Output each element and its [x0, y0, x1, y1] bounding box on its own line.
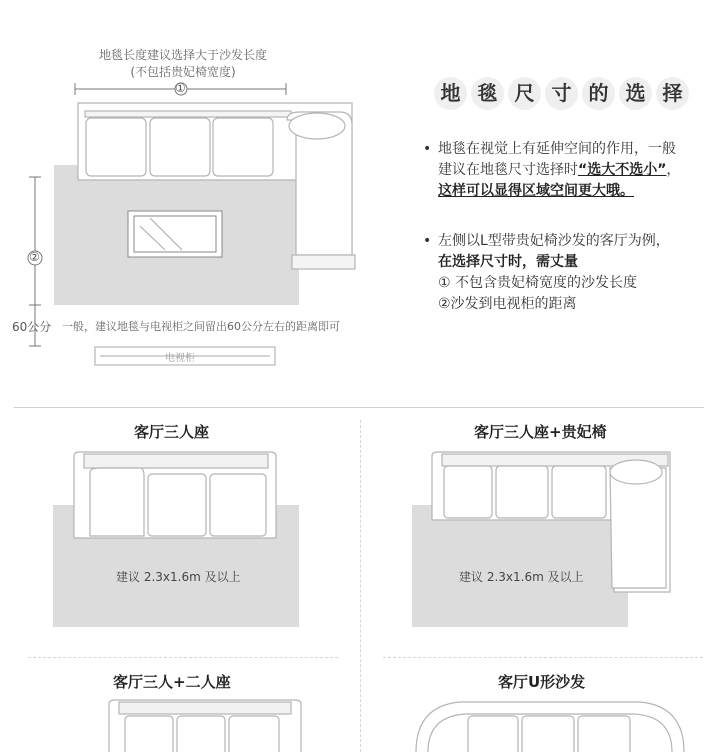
section-title-chaise: 客厅三人座+贵妃椅	[474, 423, 607, 441]
section-title-three-two: 客厅三人+二人座	[113, 673, 231, 691]
section-divider	[14, 407, 704, 408]
rug-length-note: 地毯长度建议选择大于沙发长度	[98, 48, 267, 62]
p2-item1: ① 不包含贵妃椅宽度的沙发长度	[438, 275, 638, 291]
title-char-2: 毯	[471, 77, 504, 110]
marker-1: ①	[175, 81, 186, 95]
p2-item2: ②沙发到电视柜的距离	[438, 296, 577, 312]
bullet-dot: •	[423, 141, 432, 157]
title-char-6: 选	[619, 77, 652, 110]
p1-line2-prefix: 建议在地毯尺寸选择时	[438, 162, 578, 178]
suggestion-three-seat: 建议 2.3x1.6m 及以上	[116, 570, 241, 584]
bullet-dot: •	[423, 233, 432, 249]
u-shape-sofa	[410, 696, 690, 752]
distance-label: 60公分	[12, 320, 52, 334]
coffee-table	[128, 211, 222, 257]
rug-length-note-sub: (不包括贵妃椅宽度)	[130, 65, 236, 79]
column-divider	[360, 420, 361, 752]
p1-line2-emphasis: “选大不选小”	[578, 162, 667, 178]
p1-line3: 这样可以显得区域空间更大哦。	[438, 183, 634, 199]
title-char-4: 寸	[545, 77, 578, 110]
title-char-5: 的	[582, 77, 615, 110]
section-title-u-shape: 客厅U形沙发	[498, 673, 586, 691]
three-two-sofa	[105, 696, 305, 752]
p1-line2	[438, 160, 713, 181]
section-title-three-seat: 客厅三人座	[134, 423, 210, 441]
p1-line1: 地毯在视觉上有延伸空间的作用，一般	[438, 141, 676, 157]
title-char-7: 择	[656, 77, 689, 110]
row-divider-right	[383, 657, 703, 658]
title-char-1: 地	[434, 77, 467, 110]
guide-paragraph-1	[423, 139, 713, 202]
distance-note: 一般，建议地毯与电视柜之间留出60公分左右的距离即可	[62, 320, 340, 333]
guide-paragraph-2	[423, 231, 713, 315]
p2-line1: 左侧以L型带贵妃椅沙发的客厅为例，	[438, 233, 670, 249]
title-char-3: 尺	[508, 77, 541, 110]
tv-cabinet-label: 电视柜	[165, 353, 195, 364]
marker-2: ②	[29, 250, 40, 264]
suggestion-chaise: 建议 2.3x1.6m 及以上	[459, 570, 584, 584]
p2-line2: 在选择尺寸时，需丈量	[438, 254, 578, 270]
three-seat-sofa	[70, 450, 290, 542]
row-divider-left	[28, 657, 338, 658]
p1-line2-suffix: ，	[666, 162, 681, 178]
